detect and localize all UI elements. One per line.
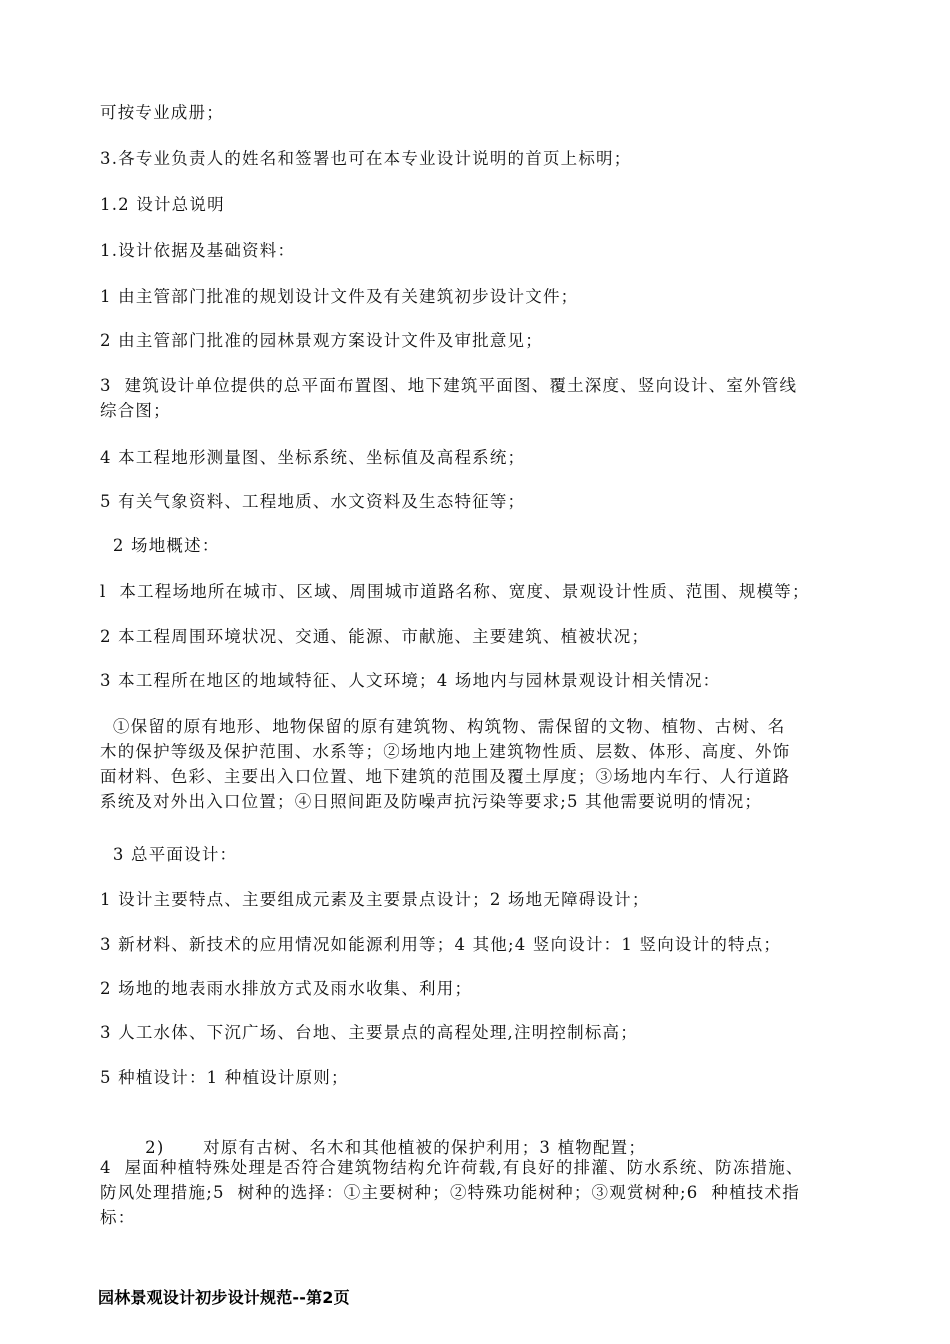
text-line: 系统及对外出入口位置；④日照间距及防噪声抗污染等要求;5 其他需要说明的情况；	[100, 792, 763, 811]
list-item	[100, 579, 852, 604]
text-line: 1.2 设计总说明	[100, 195, 225, 214]
text-line: 可按专业成册；	[100, 103, 224, 122]
list-item	[100, 445, 852, 470]
list-item	[100, 328, 852, 353]
text-line: 2) 对原有古树、名木和其他植被的保护利用；3 植物配置；	[125, 1138, 647, 1157]
list-item	[100, 976, 852, 1001]
text-line: 5 种植设计：1 种植设计原则；	[100, 1068, 349, 1087]
text-line: 综合图；	[100, 401, 171, 420]
paragraph-roof-planting	[100, 1155, 852, 1230]
text-line: 面材料、色彩、主要出入口位置、地下建筑的范围及覆土厚度；③场地内车行、人行道路	[100, 767, 791, 786]
list-item	[100, 624, 852, 649]
text-line: 3 人工水体、下沉广场、台地、主要景点的高程处理,注明控制标高；	[100, 1023, 638, 1042]
subsection-heading-design-basis	[100, 238, 852, 263]
list-item	[100, 932, 852, 957]
text-line: 2 本工程周围环境状况、交通、能源、市献施、主要建筑、植被状况；	[100, 627, 650, 646]
text-line: 1.设计依据及基础资料：	[100, 241, 296, 260]
text-line: 3 新材料、新技术的应用情况如能源利用等；4 其他;4 竖向设计：1 竖向设计的特点；	[100, 935, 782, 954]
text-line: 2 由主管部门批准的园林景观方案设计文件及审批意见；	[100, 331, 543, 350]
text-line: 1 设计主要特点、主要组成元素及主要景点设计；2 场地无障碍设计；	[100, 890, 650, 909]
text-line: 3 总平面设计：	[100, 845, 238, 864]
text-line: 3 本工程所在地区的地域特征、人文环境；4 场地内与园林景观设计相关情况：	[100, 671, 721, 690]
text-line: 2 场地的地表雨水排放方式及雨水收集、利用；	[100, 979, 473, 998]
text-line: ①保留的原有地形、地物保留的原有建筑物、构筑物、需保留的文物、植物、古树、名	[100, 717, 786, 736]
list-item	[100, 1065, 852, 1090]
list-item	[100, 489, 852, 514]
text-line: 4 屋面种植特殊处理是否符合建筑物结构允许荷载,有良好的排灌、防水系统、防冻措施、	[100, 1158, 804, 1177]
text-line: 2 场地概述：	[100, 536, 220, 555]
section-heading-general-description	[100, 192, 852, 217]
text-line: 1 由主管部门批准的规划设计文件及有关建筑初步设计文件；	[100, 287, 579, 306]
subsection-heading-site-overview	[100, 533, 852, 558]
subsection-heading-master-plan	[100, 842, 852, 867]
paragraph-site-conditions	[100, 714, 852, 814]
list-item	[100, 668, 852, 693]
page-footer: 园林景观设计初步设计规范--第2页	[98, 1288, 350, 1307]
list-item	[100, 373, 852, 423]
text-line: 防风处理措施;5 树种的选择：①主要树种；②特殊功能树种；③观赏树种;6 种植技术指	[100, 1183, 800, 1202]
list-item	[100, 1020, 852, 1045]
text-line: 5 有关气象资料、工程地质、水文资料及生态特征等；	[100, 492, 526, 511]
text-line: 标：	[100, 1208, 136, 1227]
paragraph-publishing	[100, 100, 852, 125]
text-line: 3.各专业负责人的姓名和签署也可在本专业设计说明的首页上标明；	[100, 149, 632, 168]
paragraph-signatures	[100, 146, 852, 171]
text-line: 木的保护等级及保护范围、水系等；②场地内地上建筑物性质、层数、体形、高度、外饰	[100, 742, 791, 761]
text-line: l 本工程场地所在城市、区域、周围城市道路名称、宽度、景观设计性质、范围、规模等；	[100, 582, 810, 601]
text-line: 3 建筑设计单位提供的总平面布置图、地下建筑平面图、覆土深度、竖向设计、室外管线	[100, 376, 798, 395]
text-line: 4 本工程地形测量图、坐标系统、坐标值及高程系统；	[100, 448, 526, 467]
list-item	[100, 284, 852, 309]
list-item	[100, 887, 852, 912]
